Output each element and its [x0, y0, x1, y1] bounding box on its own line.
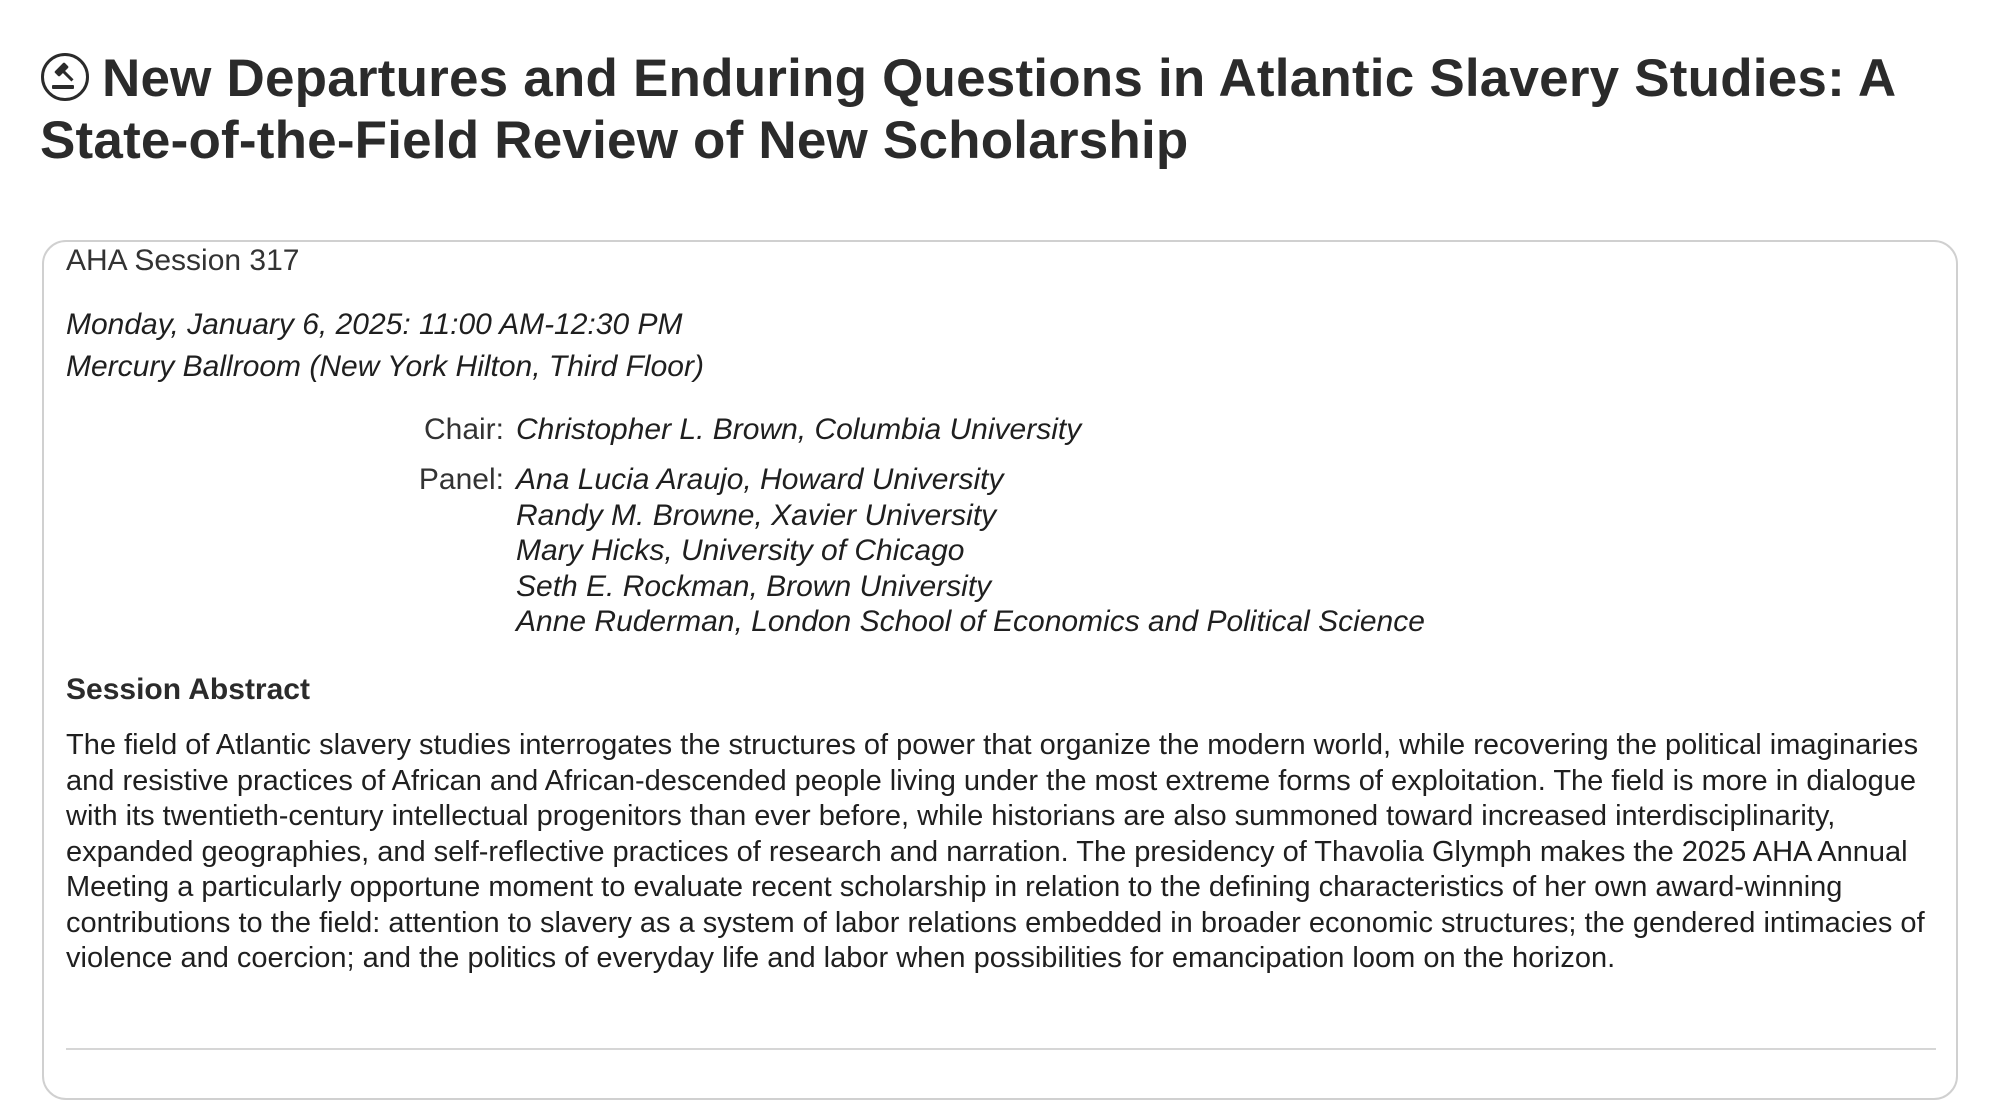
panel-list [516, 462, 1425, 640]
divider [66, 1048, 1936, 1050]
panelist: Ana Lucia Araujo, Howard University [516, 463, 1004, 496]
session-location: Mercury Ballroom (New York Hilton, Third Floor) [66, 350, 704, 383]
panelist: Anne Ruderman, London School of Economics and Political Science [516, 605, 1425, 638]
session-datetime: Monday, January 6, 2025: 11:00 AM-12:30 PM [66, 308, 683, 341]
chair-name: Christopher L. Brown, Columbia University [516, 413, 1082, 446]
abstract-heading: Session Abstract [66, 673, 310, 706]
panelist: Mary Hicks, University of Chicago [516, 534, 965, 567]
page-title-text: New Departures and Enduring Questions in Atlantic Slavery Studies: A State-of-the-Field Review of New Scholarship [40, 49, 1895, 170]
session-number: AHA Session 317 [66, 244, 300, 277]
page-title [40, 48, 1940, 172]
panel-label: Panel: [418, 463, 504, 496]
chair-label: Chair: [423, 413, 504, 446]
abstract-text: The field of Atlantic slavery studies interrogates the structures of power that organize the modern world, while recovering the political imaginaries and resistive practices of African and African-descended people living under the most extreme forms of exploitation. The field is more in dialogue with its twentieth-century intellectual progenitors than ever before, while historians are also summoned toward increased interdisciplinarity, expanded geographies, and self-reflective practices of research and narration. The presidency of Thavolia Glymph makes the 2025 AHA Annual Meeting a particularly opportune moment to evaluate recent scholarship in relation to the defining characteristics of her own award-winning contributions to the field: attention to slavery as a system of labor relations embedded in broader economic structures; the gendered intimacies of violence and coercion; and the politics of everyday life and labor when possibilities for emancipation loom on the horizon. [66, 729, 1925, 974]
panelist: Randy M. Browne, Xavier University [516, 498, 997, 532]
gavel-icon [40, 52, 90, 102]
panelist: Seth E. Rockman, Brown University [516, 569, 992, 603]
session-card [42, 240, 1958, 1100]
